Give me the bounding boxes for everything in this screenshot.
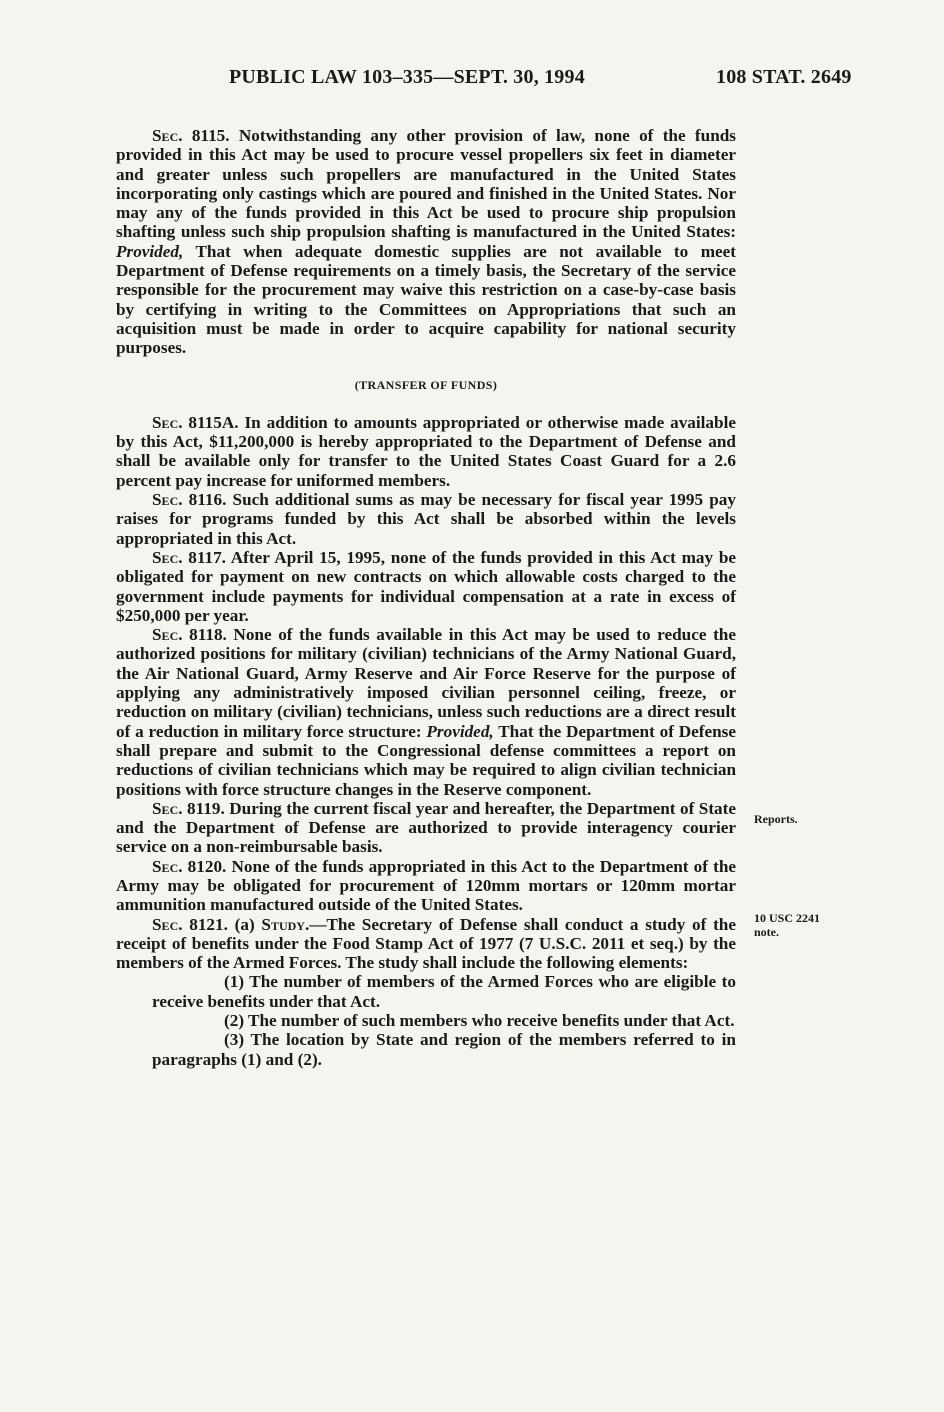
document-body (116, 126, 736, 1069)
section-text: In addition to amounts appropriated or otherwise made available by this Act, $11,200,000 is hereby appropriated to the Department of Defense and shall be available only for transfer to the United States Coast Guard for a 2.6 percent pay increase for uniformed members. (116, 412, 736, 490)
section-label: Sec. 8116. (152, 490, 227, 510)
section-label: Sec. 8119. (152, 798, 225, 818)
section-label: Sec. 8120. (152, 856, 227, 876)
margin-note-usc (754, 911, 820, 939)
section-8118 (116, 625, 736, 799)
margin-note-usc-line1: 10 USC 2241 (754, 911, 821, 925)
section-text: .—The Secretary of Defense shall conduct a study of the receipt of benefits under the Food Stamp Act of 1977 (7 U.S.C. 2011 et seq.) by the members of the Armed Forces. The study shall include the following elements: (116, 914, 736, 973)
section-8121 (116, 915, 736, 973)
paragraph-1 (116, 972, 736, 1011)
section-8115a (116, 413, 736, 490)
public-law-citation: PUBLIC LAW 103–335—SEPT. 30, 1994 (229, 66, 585, 88)
section-text: None of the funds appropriated in this Act to the Department of the Army may be obligated for procurement of 120mm mortars or 120mm mortar ammunition manufactured outside of the United States. (116, 856, 737, 915)
subsection-marker: (a) (227, 914, 262, 934)
transfer-of-funds-heading: (TRANSFER OF FUNDS) (354, 377, 498, 392)
margin-note-reports: Reports. (754, 812, 798, 826)
section-label: Sec. 8115A. (152, 412, 239, 432)
section-text-cont: That when adequate domestic supplies are not available to meet Department of Defense requirements on a timely basis, the Secretary of the service responsible for the procurement may waive this restriction on a case-by-case basis by certifying in writing to the Committees on Appropriations that such an acquisition must be made in order to acquire capability for national security purposes. (116, 241, 736, 358)
section-8115 (116, 126, 736, 358)
section-8116 (116, 490, 736, 548)
paragraph-2 (116, 1011, 736, 1030)
section-8119 (116, 799, 736, 857)
section-text: After April 15, 1995, none of the funds provided in this Act may be obligated for payment on new contracts on which allowable costs charged to the government include payments for individual compensation at a rate in excess of $250,000 per year. (116, 547, 737, 625)
section-label: Sec. 8118. (152, 625, 227, 645)
section-text: During the current fiscal year and hereafter, the Department of State and the Department of Defense are authorized to provide interagency courier service on a non-reimbursable basis. (116, 798, 737, 857)
section-label: Sec. 8117. (152, 547, 226, 567)
section-text-cont: That the Department of Defense shall prepare and submit to the Congressional defense committees a report on reductions of civilian technicians which may be required to align civilian technician positions with force structure changes in the Reserve component. (116, 721, 736, 799)
section-text: Such additional sums as may be necessary for fiscal year 1995 pay raises for programs funded by this Act shall be absorbed within the levels appropriated in this Act. (116, 490, 736, 548)
section-label: Sec. 8121. (152, 914, 228, 934)
section-label: Sec. 8115. (152, 126, 230, 145)
paragraph-3 (116, 1030, 736, 1069)
running-header (0, 66, 944, 96)
paragraph-text: (3) The location by State and region of the members referred to in paragraphs (1) and (2). (152, 1030, 736, 1069)
section-8117 (116, 548, 736, 625)
paragraph-text: (1) The number of members of the Armed Forces who are eligible to receive benefits under that Act. (152, 972, 736, 1011)
subsection-heading: Study (261, 914, 305, 934)
section-8120 (116, 857, 736, 915)
statute-page-number: 108 STAT. 2649 (716, 66, 852, 88)
provided-term: Provided, (426, 721, 494, 741)
section-text: Notwithstanding any other provision of law, none of the funds provided in this Act may be used to procure vessel propellers six feet in diameter and greater unless such propellers are manufactured in the United States incorporating only castings which are poured and finished in the United States. Nor may any of the funds provided in this Act be used to procure ship propulsion shafting unless such ship propulsion shafting is manufactured in the United States: (116, 126, 736, 242)
margin-note-usc-line2: note. (754, 925, 779, 939)
provided-term: Provided, (116, 241, 184, 261)
paragraph-text: (2) The number of such members who receive benefits under that Act. (224, 1011, 735, 1031)
section-text: None of the funds available in this Act may be used to reduce the authorized positions for military (civilian) technicians of the Army National Guard, the Air National Guard, Army Reserve and Air Force Reserve for the purpose of applying any administratively imposed civilian personnel ceiling, freeze, or reduction on military (civilian) technicians, unless such reductions are a direct result of a reduction in military force structure: (116, 625, 736, 741)
